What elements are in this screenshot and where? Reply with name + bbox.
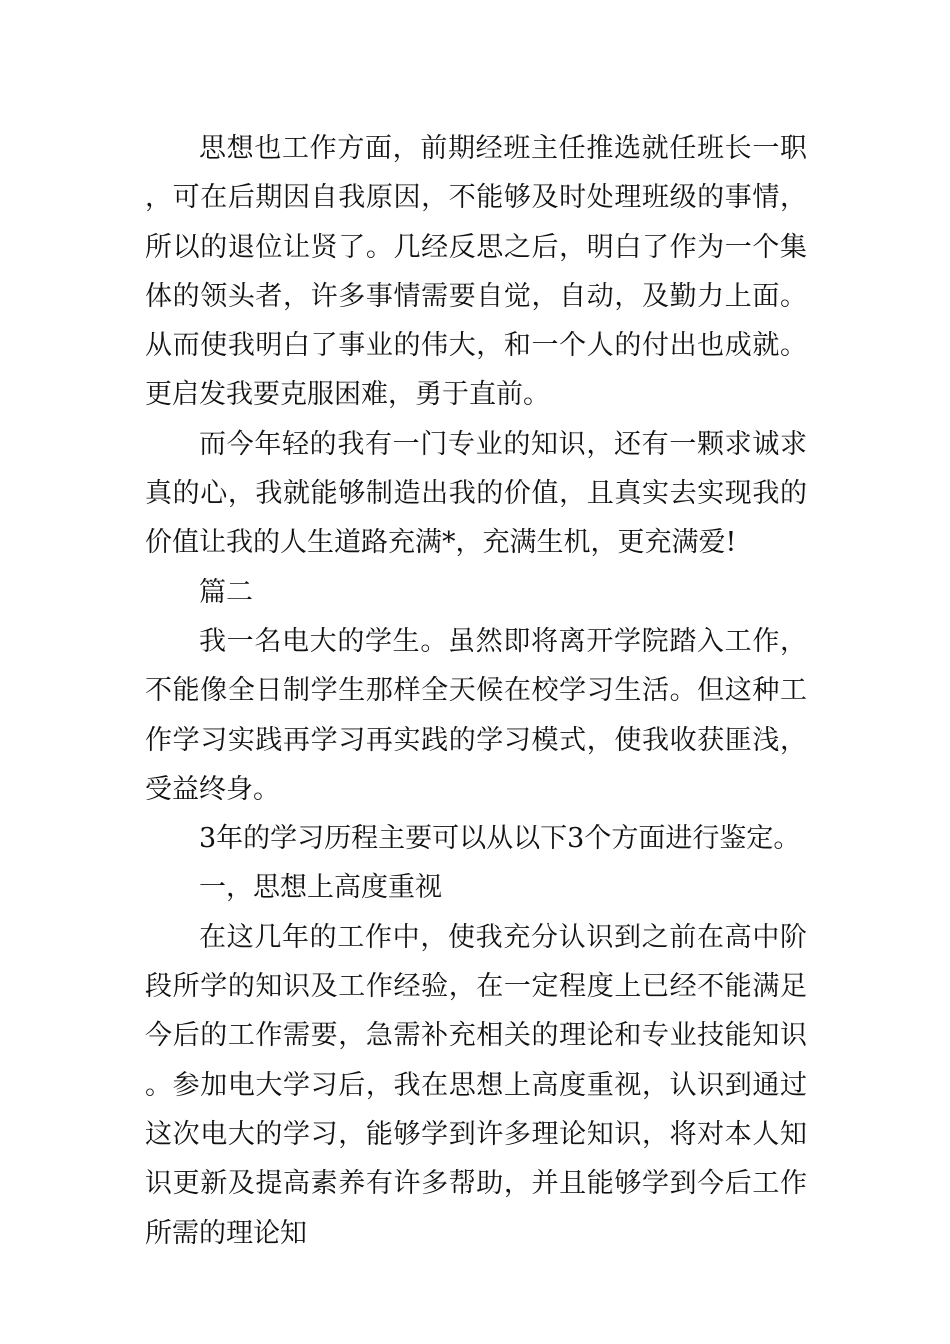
paragraph-student-intro: 我一名电大的学生。虽然即将离开学院踏入工作，不能像全日制学生那样全天候在校学习生活。但这种工作学习实践再学习再实践的学习模式，使我收获匪浅，受益终身。 (145, 625, 807, 805)
paragraph-work-reflection: 思想也工作方面，前期经班主任推选就任班长一职，可在后期因自我原因，不能够及时处理班级的事情，所以的退位让贤了。几经反思之后，明白了作为一个集体的领头者，许多事情需要自觉，自动，及勤力上面。从而使我明白了事业的伟大，和一个人的付出也成就。更启发我要克服困难，勇于直前。 (145, 133, 807, 411)
document-body (145, 124, 807, 1258)
paragraph-summary-intro: 3年的学习历程主要可以从以下3个方面进行鉴定。 (199, 823, 801, 855)
subheading-ideology: 一，思想上高度重视 (199, 872, 442, 904)
paragraph-ideology-detail: 在这几年的工作中，使我充分认识到之前在高中阶段所学的知识及工作经验，在一定程度上已经不能满足今后的工作需要，急需补充相关的理论和专业技能知识。参加电大学习后，我在思想上高度重视，认识到通过这次电大的学习，能够学到许多理论知识，将对本人知识更新及提高素养有许多帮助，并且能够学到今后工作所需的理论知 (145, 921, 807, 1249)
section-heading-part-two: 篇二 (199, 576, 253, 608)
paragraph-personal-value: 而今年轻的我有一门专业的知识，还有一颗求诚求真的心，我就能够制造出我的价值，且真实去实现我的价值让我的人生道路充满*，充满生机，更充满爱! (145, 428, 807, 559)
